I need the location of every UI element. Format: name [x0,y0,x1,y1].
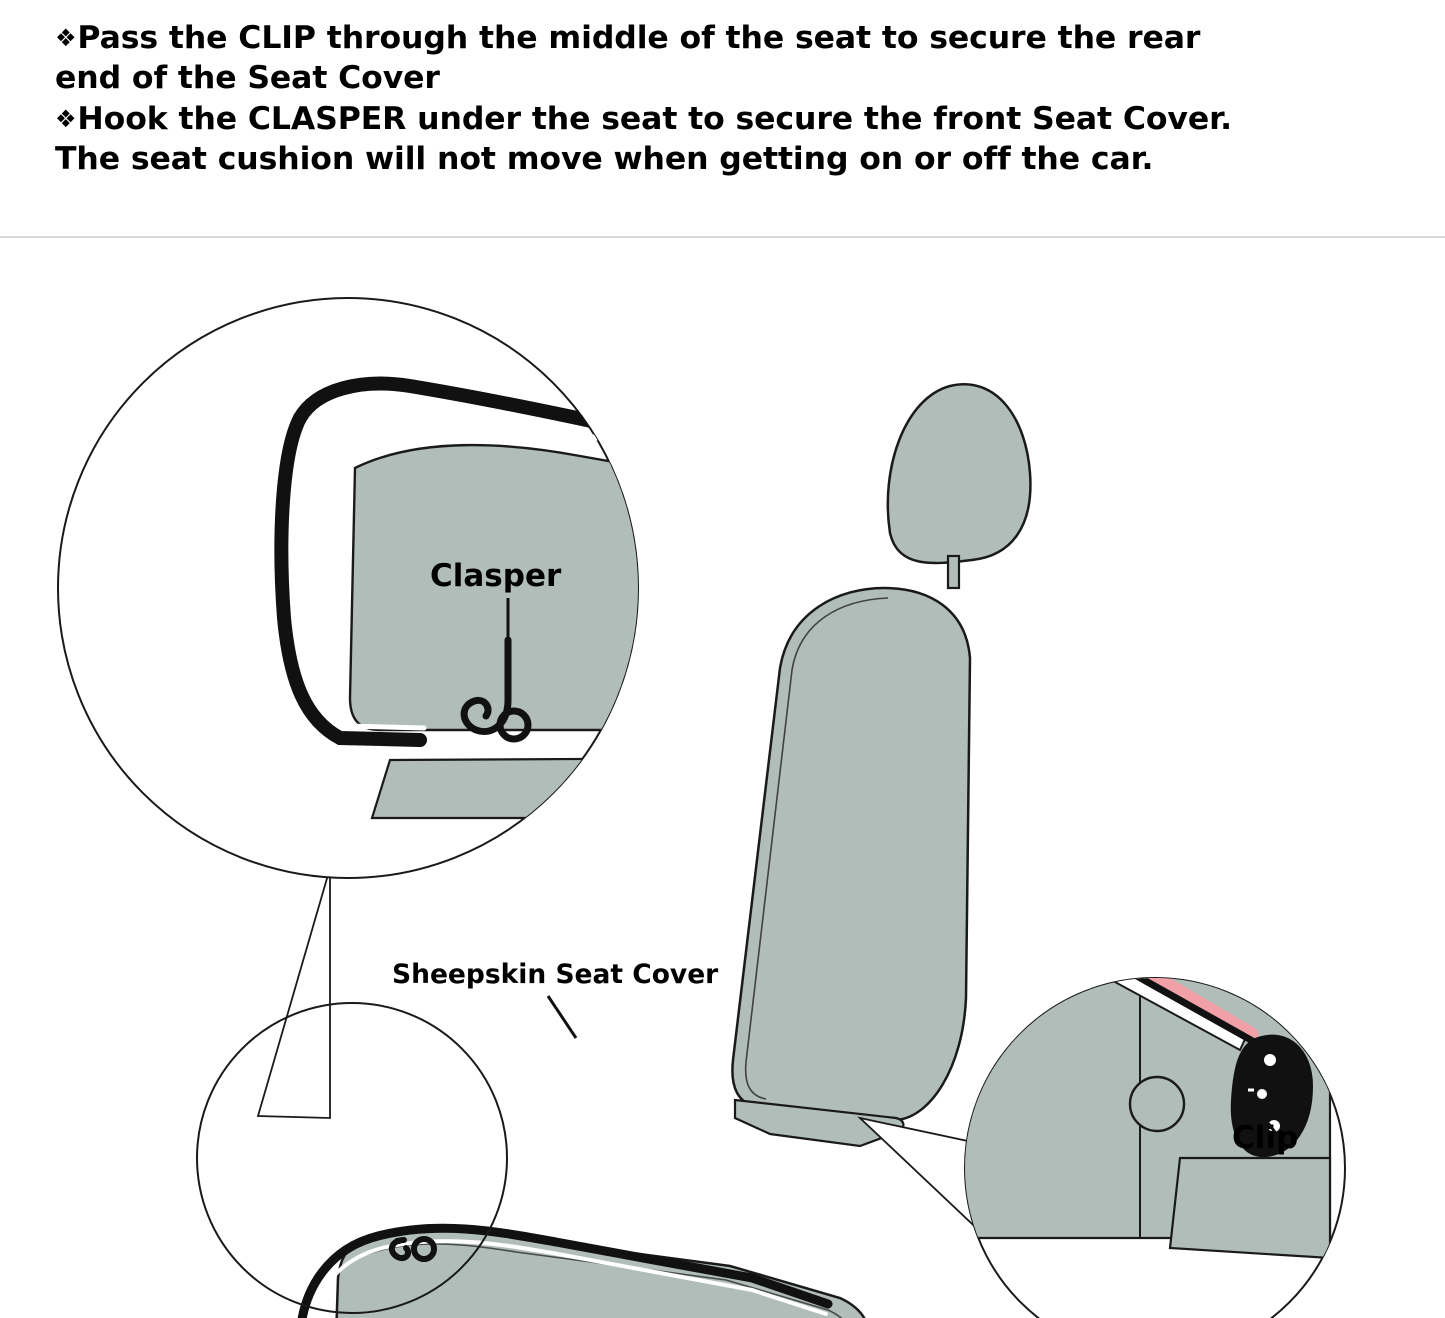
instruction-line-1 [55,18,1405,58]
diamond-bullet-icon: ❖ [55,104,77,133]
zoom-cover-edge-right [986,874,1040,928]
zoom-recliner-knob-icon [1130,1077,1184,1131]
seat-back-shape [732,588,970,1120]
zoom-base-rail [372,758,760,818]
instruction-line-3-text: Hook the CLASPER under the seat to secure the front Seat Cover. [77,100,1232,137]
car-seat-illustration [0,238,1445,1318]
diagram-area [0,238,1445,1318]
magnifier-callout-icon [58,298,760,878]
instruction-line-1-text: Pass the CLIP through the middle of the seat to secure the rear [77,20,1201,56]
zoom-cushion-lower-step [1170,1158,1330,1258]
seat-cover-leader-line [548,996,576,1038]
clasper-label: Clasper [430,558,562,594]
instruction-line-3 [55,99,1405,139]
zoom-seat-back-panel [985,834,1120,938]
seat-cover-label: Sheepskin Seat Cover [392,959,719,990]
magnifier-callout-icon [960,834,1345,1318]
diamond-bullet-icon: ❖ [55,24,77,52]
instruction-line-4: The seat cushion will not move when getting on or off the car. [55,140,1154,177]
headrest-post [948,556,959,588]
instructions-panel [0,0,1445,238]
zoom-seat-back-panel-right [1128,834,1330,938]
headrest-shape [888,384,1031,563]
clip-label: Clip [1232,1120,1299,1156]
callout-cone-top [258,868,330,1118]
instruction-line-2: end of the Seat Cover [55,60,440,97]
